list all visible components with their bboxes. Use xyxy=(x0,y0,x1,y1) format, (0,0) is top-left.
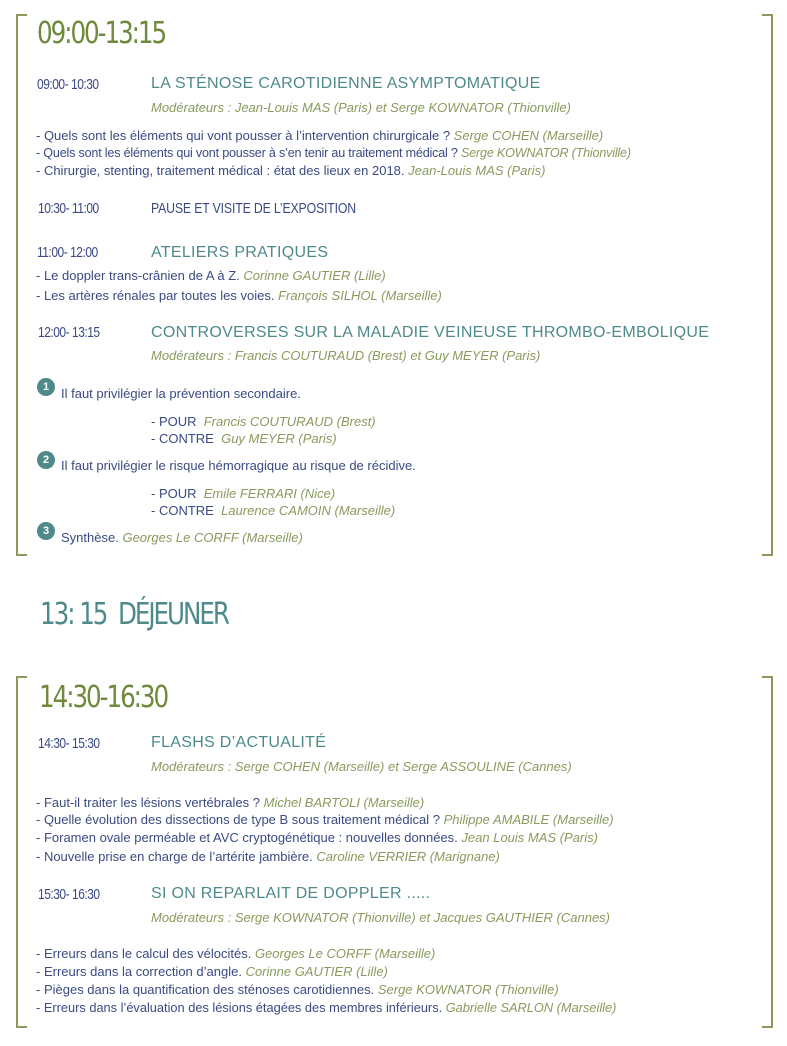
speaker: Georges Le CORFF (Marseille) xyxy=(254,946,436,961)
session-time: 09:00- 10:30 xyxy=(37,76,99,93)
debate-statement: Il faut privilégier la prévention secondaire. xyxy=(61,386,301,401)
block1-bracket-left xyxy=(16,14,27,556)
block1-time-range: 09:00-13:15 xyxy=(37,16,166,51)
session-title: FLASHS D’ACTUALITÉ xyxy=(151,734,327,751)
speaker: Emile FERRARI (Nice) xyxy=(203,486,336,501)
agenda-item: - Quelle évolution des dissections de type B sous traitement médical ? Philippe AMABILE (Marseille) xyxy=(36,812,614,827)
debate-pour: - POUR Emile FERRARI (Nice) xyxy=(151,486,336,501)
lunch-heading: 13: 15 DÉJEUNER xyxy=(40,597,228,632)
session-time: 12:00- 13:15 xyxy=(38,324,100,341)
speaker: Gabrielle SARLON (Marseille) xyxy=(445,1000,617,1015)
speaker: Michel BARTOLI (Marseille) xyxy=(263,795,425,810)
debate-contre: - CONTRE Guy MEYER (Paris) xyxy=(151,431,337,446)
debate-number-badge: 2 xyxy=(37,451,55,469)
speaker: Corinne GAUTIER (Lille) xyxy=(245,964,388,979)
agenda-item: - Chirurgie, stenting, traitement médical : état des lieux en 2018. Jean-Louis MAS (Paris) xyxy=(36,163,546,178)
session-title: CONTROVERSES SUR LA MALADIE VEINEUSE THROMBO-EMBOLIQUE xyxy=(151,324,710,341)
debate-statement: Il faut privilégier le risque hémorragique au risque de récidive. xyxy=(61,458,416,473)
speaker: Serge KOWNATOR (Thionville) xyxy=(377,982,559,997)
agenda-item: - Nouvelle prise en charge de l’artérite jambière. Caroline VERRIER (Marignane) xyxy=(36,849,500,864)
synthese-item: Synthèse. Georges Le CORFF (Marseille) xyxy=(61,530,303,545)
session-moderators: Modérateurs : Jean-Louis MAS (Paris) et Serge KOWNATOR (Thionville) xyxy=(151,100,571,115)
block2-bracket-right xyxy=(762,676,773,1028)
agenda-item: - Erreurs dans le calcul des vélocités. Georges Le CORFF (Marseille) xyxy=(36,946,436,961)
agenda-item: - Pièges dans la quantification des sténoses carotidiennes. Serge KOWNATOR (Thionville) xyxy=(36,982,559,997)
session-title: LA STÉNOSE CAROTIDIENNE ASYMPTOMATIQUE xyxy=(151,75,541,92)
speaker: Corinne GAUTIER (Lille) xyxy=(243,268,386,283)
debate-number-badge: 3 xyxy=(37,522,55,540)
session-moderators: Modérateurs : Serge KOWNATOR (Thionville) et Jacques GAUTHIER (Cannes) xyxy=(151,910,610,925)
block2-time-range: 14:30-16:30 xyxy=(39,680,168,715)
session-title: SI ON REPARLAIT DE DOPPLER ..... xyxy=(151,885,431,902)
agenda-item: - Foramen ovale perméable et AVC cryptogénétique : nouvelles données. Jean Louis MAS (Paris) xyxy=(36,830,598,845)
session-time: 15:30- 16:30 xyxy=(38,886,100,903)
agenda-item: - Faut-il traiter les lésions vertébrales ? Michel BARTOLI (Marseille) xyxy=(36,795,425,810)
speaker: Georges Le CORFF (Marseille) xyxy=(122,530,303,545)
speaker: Serge COHEN (Marseille) xyxy=(453,128,604,143)
speaker: Francis COUTURAUD (Brest) xyxy=(203,414,376,429)
speaker: Serge KOWNATOR (Thionville) xyxy=(461,146,631,160)
block1-bracket-right xyxy=(762,14,773,556)
speaker: François SILHOL (Marseille) xyxy=(278,288,442,303)
speaker: Laurence CAMOIN (Marseille) xyxy=(221,503,396,518)
speaker: Caroline VERRIER (Marignane) xyxy=(316,849,500,864)
session-title: ATELIERS PRATIQUES xyxy=(151,244,329,261)
agenda-item: - Erreurs dans la correction d’angle. Corinne GAUTIER (Lille) xyxy=(36,964,388,979)
debate-contre: - CONTRE Laurence CAMOIN (Marseille) xyxy=(151,503,396,518)
block2-bracket-left xyxy=(16,676,27,1028)
speaker: Jean Louis MAS (Paris) xyxy=(461,830,598,845)
agenda-item: - Le doppler trans-crânien de A à Z. Corinne GAUTIER (Lille) xyxy=(36,268,386,283)
session-moderators: Modérateurs : Serge COHEN (Marseille) et Serge ASSOULINE (Cannes) xyxy=(151,759,572,774)
session-time: 10:30- 11:00 xyxy=(38,200,99,217)
speaker: Philippe AMABILE (Marseille) xyxy=(443,812,614,827)
session-moderators: Modérateurs : Francis COUTURAUD (Brest) et Guy MEYER (Paris) xyxy=(151,348,541,363)
session-time: 11:00- 12:00 xyxy=(37,244,98,261)
agenda-item: - Quels sont les éléments qui vont pousser à s’en tenir au traitement médical ? Serge KOWNATOR (Thionville) xyxy=(36,146,631,160)
session-title: PAUSE ET VISITE DE L’EXPOSITION xyxy=(151,200,356,217)
agenda-item: - Erreurs dans l’évaluation des lésions étagées des membres inférieurs. Gabrielle SARLON (Marseille) xyxy=(36,1000,617,1015)
agenda-item: - Les artères rénales par toutes les voies. François SILHOL (Marseille) xyxy=(36,288,442,303)
debate-pour: - POUR Francis COUTURAUD (Brest) xyxy=(151,414,376,429)
speaker: Guy MEYER (Paris) xyxy=(221,431,337,446)
debate-number-badge: 1 xyxy=(37,378,55,396)
session-time: 14:30- 15:30 xyxy=(38,735,100,752)
agenda-item: - Quels sont les éléments qui vont pousser à l’intervention chirurgicale ? Serge COHEN (Marseille) xyxy=(36,128,604,143)
speaker: Jean-Louis MAS (Paris) xyxy=(408,163,546,178)
